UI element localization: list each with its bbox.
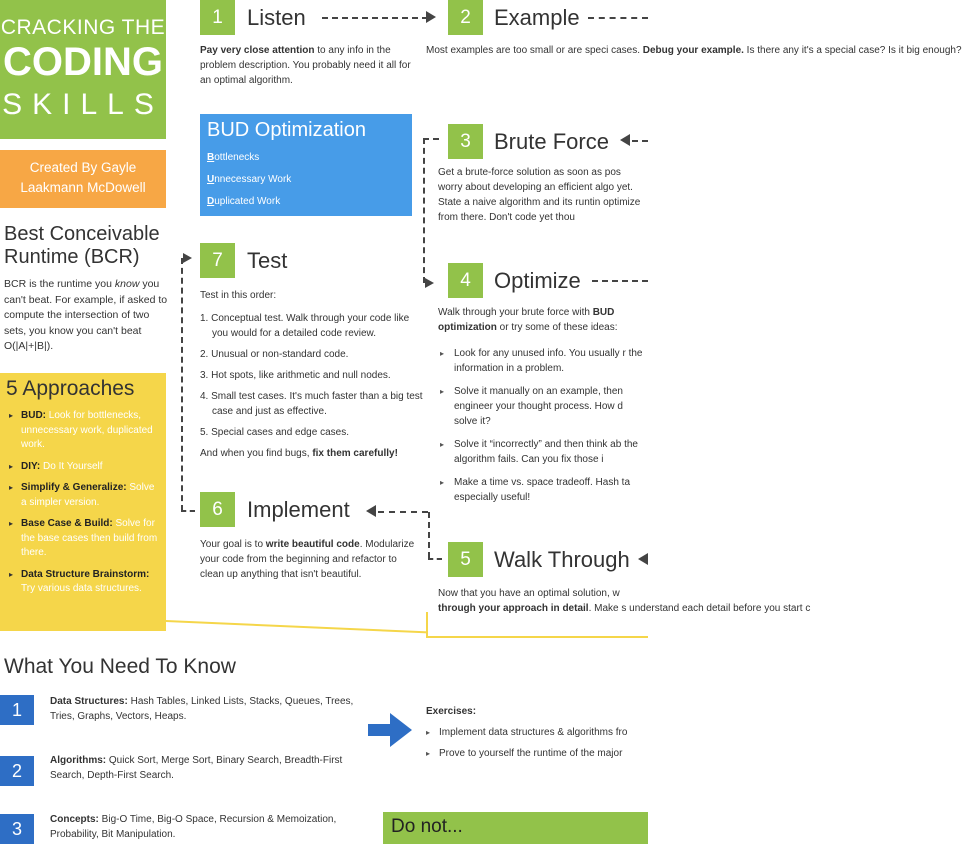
approach-text: Solve a simpler version. [21, 482, 155, 508]
arrow-head-icon [183, 253, 192, 263]
title-banner [0, 0, 166, 139]
author-line-1: Created By Gayle [29, 160, 137, 175]
step-2-body-b: Is there any it's a special case? Is it big enough? [743, 45, 962, 56]
approach-item [9, 568, 159, 597]
step-4-intro-line-1 [438, 305, 648, 320]
bud-panel [200, 114, 412, 216]
author-banner [0, 150, 166, 208]
know-3-text [50, 812, 360, 842]
arrow-head-icon [426, 11, 436, 23]
step-2-number: 2 [448, 0, 483, 35]
know-3-number: 3 [0, 814, 34, 844]
bud-item-rest: ottlenecks [214, 152, 260, 163]
optimize-idea: ▸ Solve it manually on an example, then engineer your thought process. How d solve it? [438, 384, 648, 429]
exercises-title: Exercises: [426, 706, 477, 717]
test-item: 5. Special cases and edge cases. [200, 427, 349, 438]
step-5-title: Walk Through [494, 547, 630, 572]
arrow-line [423, 138, 425, 283]
arrow-head-icon [425, 278, 434, 288]
bcr-text-em: know [114, 278, 140, 290]
divider [426, 636, 648, 638]
bcr-text-b: you can't beat. For example, if asked to compute the intersection of two sets, you know you can't beat O(|A|+|B|). [4, 278, 168, 352]
bcr-description [4, 277, 170, 355]
step-5-line-1: Now that you have an optimal solution, w [438, 588, 620, 599]
test-item: 1. Conceptual test. Walk through your code like you would for a detailed code review. [200, 313, 410, 339]
step-7-title: Test [247, 248, 288, 273]
test-outro-bold: fix them carefully! [312, 448, 398, 459]
approach-item [9, 460, 159, 475]
bcr-title-line-1: Best Conceivable [4, 223, 160, 245]
approach-text: Solve for the base cases then build from there. [21, 518, 158, 558]
test-item: 3. Hot spots, like arithmetic and null nodes. [200, 370, 391, 381]
step-6-title: Implement [247, 497, 350, 522]
step-4-intro-a: Walk through your brute force with [438, 307, 593, 318]
test-outro-a: And when you find bugs, [200, 448, 313, 459]
step-2-bold: Debug your example. [642, 45, 744, 56]
bud-item-letter: D [207, 196, 215, 207]
step-3-number: 3 [448, 124, 483, 159]
bud-item [207, 152, 259, 163]
do-not-title: Do not... [391, 816, 463, 837]
know-2-body: Quick Sort, Merge Sort, Binary Search, Breadth-First Search, Depth-First Search. [50, 755, 343, 781]
step-1-title: Listen [247, 5, 306, 30]
bud-title: BUD Optimization [207, 119, 366, 141]
arrow-line [181, 510, 195, 512]
optimize-idea: ▸ Solve it “incorrectly” and then think ab the algorithm fails. Can you fix those i [438, 437, 648, 467]
approach-label: Simplify & Generalize: [21, 482, 127, 493]
step-3-title: Brute Force [494, 129, 609, 154]
step-6-text [200, 537, 415, 582]
step-5-text [438, 586, 811, 616]
approach-text: Look for bottlenecks, unnecessary work, duplicated work. [21, 410, 153, 450]
test-outro [200, 446, 425, 461]
step-2-title: Example [494, 5, 580, 30]
approach-text: Try various data structures. [21, 583, 142, 594]
know-3-body: Big-O Time, Big-O Space, Recursion & Memoization, Probability, Bit Manipulation. [50, 814, 337, 840]
know-2-label: Algorithms: [50, 755, 107, 766]
arrow-line [592, 280, 648, 282]
approach-label: DIY: [21, 460, 41, 472]
step-4-title: Optimize [494, 268, 581, 293]
exercise-item: ▸ Prove to yourself the runtime of the major [426, 746, 648, 761]
bud-item-letter: U [207, 174, 215, 185]
optimize-idea: ▸ Make a time vs. space tradeoff. Hash ta especially useful! [438, 475, 648, 505]
bcr-title-line-2: Runtime (BCR) [4, 246, 140, 268]
approach-label: Base Case & Build: [21, 518, 113, 529]
arrow-head-icon [638, 553, 648, 565]
know-1-text [50, 694, 360, 724]
test-item: 4. Small test cases. It's much faster than a big test case and just as effective. [200, 391, 423, 417]
know-2-text [50, 753, 360, 783]
arrow-head-icon [366, 505, 376, 517]
optimize-ideas-list [438, 346, 648, 513]
test-item: 2. Unusual or non-standard code. [200, 349, 349, 360]
approach-text: Do It Yourself [40, 460, 103, 472]
exercise-item: ▸ Implement data structures & algorithms fro [426, 725, 648, 740]
step-6-number: 6 [200, 492, 235, 527]
step-1-number: 1 [200, 0, 235, 35]
step-6-bold: write beautiful code [265, 539, 360, 550]
arrow-line [428, 558, 442, 560]
test-order-list [200, 311, 425, 467]
title-line-1: CRACKING THE [0, 16, 166, 39]
step-7-intro: Test in this order: [200, 290, 277, 301]
arrow-line [428, 512, 430, 558]
step-4-intro-b: or try some of these ideas: [496, 322, 618, 333]
arrow-line [378, 511, 428, 513]
step-5-body: . Make s understand each detail before you start c [588, 603, 811, 614]
know-title: What You Need To Know [4, 655, 236, 678]
know-1-body: Hash Tables, Linked Lists, Stacks, Queues, Trees, Tries, Graphs, Vectors, Heaps. [50, 696, 354, 722]
arrow-line [632, 140, 648, 142]
arrow-line [181, 258, 183, 511]
optimize-idea: ▸ Look for any unused info. You usually r the information in a problem. [438, 346, 648, 376]
step-1-body: to any info in the problem description. You probably need it all for an optimal algorithm. [200, 45, 411, 86]
bud-item [207, 196, 280, 207]
do-not-panel [383, 812, 648, 844]
approaches-panel [0, 373, 166, 631]
approach-label: BUD: [21, 410, 46, 421]
step-1-text [200, 43, 415, 88]
step-2-body-a: Most examples are too small or are speci cases. [426, 45, 643, 56]
approach-item [9, 409, 159, 453]
know-1-number: 1 [0, 695, 34, 725]
title-line-2: CODING [3, 40, 163, 84]
step-4-intro [438, 305, 648, 335]
step-4-bold-b: optimization [438, 322, 497, 333]
approaches-title: 5 Approaches [6, 377, 135, 400]
arrow-line [588, 17, 648, 19]
bud-item-rest: uplicated Work [214, 196, 281, 207]
bcr-title [4, 223, 174, 269]
know-2-number: 2 [0, 756, 34, 786]
divider [426, 612, 428, 638]
step-4-number: 4 [448, 263, 483, 298]
approach-item [9, 517, 159, 561]
step-5-number: 5 [448, 542, 483, 577]
step-3-text: Get a brute-force solution as soon as pos worry about developing an efficient algo yet. State a naive algorithm and its runtin optimize from there. Don't code yet thou [438, 167, 641, 223]
arrow-line [423, 138, 439, 140]
step-1-bold: Pay very close attention [200, 45, 315, 56]
author-line-2: Laakmann McDowell [20, 180, 146, 195]
step-4-intro-line-2 [438, 320, 648, 335]
step-6-body-a: Your goal is to [200, 539, 266, 550]
arrow-line [322, 17, 428, 19]
approaches-list [0, 409, 159, 604]
know-1-label: Data Structures: [50, 696, 128, 707]
bud-item-rest: nnecessary Work [214, 174, 292, 185]
step-5-bold: through your approach in detail [438, 603, 589, 614]
step-6-body-b: . Modularize your code from the beginning and refactor to clean up anything that isn't beautiful. [200, 539, 415, 580]
approach-item [9, 481, 159, 510]
exercises-panel [426, 704, 648, 761]
right-arrow-icon [368, 713, 412, 747]
bud-item [207, 174, 291, 185]
know-3-label: Concepts: [50, 814, 99, 825]
step-4-bold-a: BUD [592, 307, 615, 318]
arrow-head-icon [620, 134, 630, 146]
bud-item-letter: B [207, 152, 215, 163]
step-5-line-2 [438, 601, 811, 616]
step-2-text [426, 43, 962, 58]
title-line-3: SKILLS [2, 88, 164, 121]
divider [166, 620, 428, 633]
step-7-number: 7 [200, 243, 235, 278]
approach-label: Data Structure Brainstorm: [21, 568, 150, 580]
bcr-text-a: BCR is the runtime you [4, 278, 115, 290]
